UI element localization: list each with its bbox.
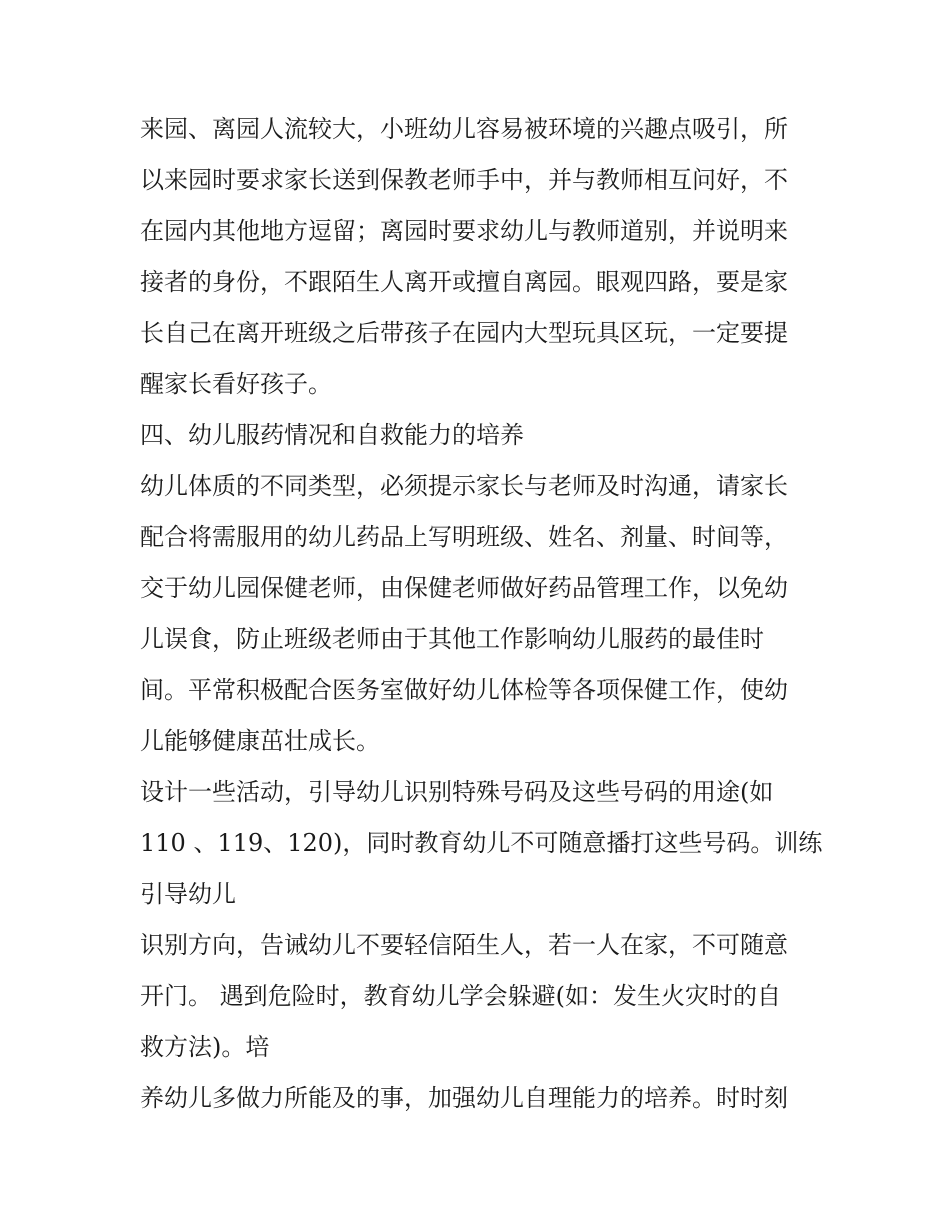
- text-line: 交于幼儿园保健老师，由保健老师做好药品管理工作，以免幼: [140, 574, 788, 602]
- text-line: 110 、119、120)，同时教育幼儿不可随意播打这些号码。训练: [140, 829, 823, 857]
- text-line: 设计一些活动，引导幼儿识别特殊号码及这些号码的用途(如: [140, 778, 774, 806]
- text-line: 来园、离园人流较大，小班幼儿容易被环境的兴趣点吸引，所: [140, 115, 788, 143]
- text-line: 间。平常积极配合医务室做好幼儿体检等各项保健工作，使幼: [140, 676, 788, 704]
- section-heading: 四、幼儿服药情况和自救能力的培养: [140, 421, 524, 449]
- text-line: 在园内其他地方逗留；离园时要求幼儿与教师道别，并说明来: [140, 217, 788, 245]
- text-line: 引导幼儿: [140, 880, 236, 908]
- text-line: 开门。 遇到危险时，教育幼儿学会躲避(如：发生火灾时的自: [140, 982, 781, 1010]
- text-line: 接者的身份，不跟陌生人离开或擅自离园。眼观四路，要是家: [140, 268, 788, 296]
- text-line: 养幼儿多做力所能及的事，加强幼儿自理能力的培养。时时刻: [140, 1084, 788, 1112]
- text-line: 醒家长看好孩子。: [140, 370, 332, 398]
- text-line: 配合将需服用的幼儿药品上写明班级、姓名、剂量、时间等，: [140, 523, 788, 551]
- text-line: 儿能够健康茁壮成长。: [140, 727, 380, 755]
- text-line: 幼儿体质的不同类型，必须提示家长与老师及时沟通，请家长: [140, 472, 788, 500]
- text-line: 儿误食，防止班级老师由于其他工作影响幼儿服药的最佳时: [140, 625, 764, 653]
- text-line: 救方法)。培: [140, 1033, 270, 1061]
- text-line: 识别方向，告诫幼儿不要轻信陌生人，若一人在家，不可随意: [140, 931, 788, 959]
- text-line: 以来园时要求家长送到保教老师手中，并与教师相互问好，不: [140, 166, 788, 194]
- document-body: [140, 104, 823, 1124]
- text-line: 长自己在离开班级之后带孩子在园内大型玩具区玩，一定要提: [140, 319, 788, 347]
